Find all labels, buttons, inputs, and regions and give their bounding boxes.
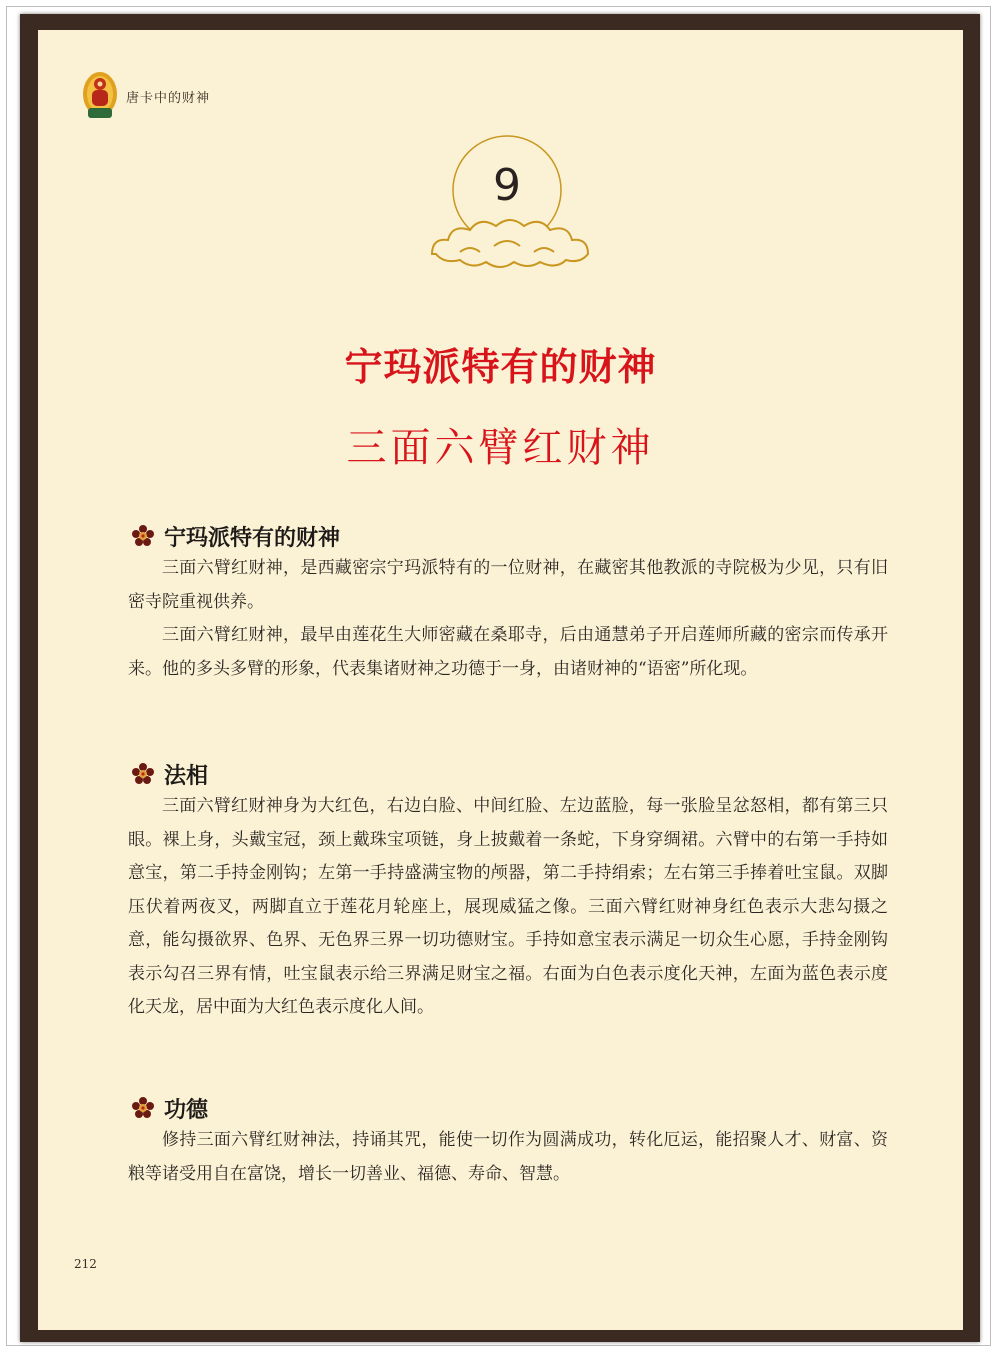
section-heading [128, 758, 888, 790]
chapter-number: 9 [493, 160, 521, 211]
running-header [80, 70, 210, 122]
section-heading [128, 520, 888, 552]
section-merit [128, 1092, 888, 1191]
section-lineage [128, 520, 888, 686]
section-title: 法相 [164, 763, 209, 789]
flower-ornament-icon [128, 759, 158, 789]
page-number: 212 [74, 1257, 97, 1271]
chapter-subtitle: 三面六臂红财神 [346, 425, 655, 471]
flower-ornament-icon [128, 1093, 158, 1123]
section-appearance [128, 758, 888, 1025]
deity-emblem-icon [80, 70, 120, 122]
chapter-emblem [422, 134, 592, 284]
paragraph: 三面六臂红财神身为大红色，右边白脸、中间红脸、左边蓝脸，每一张脸呈忿怒相，都有第三只眼。裸上身，头戴宝冠，颈上戴珠宝项链，身上披戴着一条蛇，下身穿绸裙。六臂中的右第一手持如意宝，第二手持金刚钩；左第一手持盛满宝物的颅器，第二手持绢索；左右第三手捧着吐宝鼠。双脚压伏着两夜叉，两脚直立于莲花月轮座上，展现威猛之像。三面六臂红财神身红色表示大悲勾摄之意，能勾摄欲界、色界、无色界三界一切功德财宝。手持如意宝表示满足一切众生心愿，手持金刚钩表示勾召三界有情，吐宝鼠表示给三界满足财宝之福。右面为白色表示度化天神，左面为蓝色表示度化天龙，居中面为大红色表示度化人间。 [128, 796, 888, 1017]
flower-ornament-icon [128, 521, 158, 551]
book-page [38, 30, 963, 1330]
paragraph: 修持三面六臂红财神法，持诵其咒，能使一切作为圆满成功，转化厄运，能招聚人才、财富、资粮等诸受用自在富饶，增长一切善业、福德、寿命、智慧。 [128, 1130, 888, 1184]
section-title: 宁玛派特有的财神 [164, 525, 341, 551]
paragraph: 三面六臂红财神，最早由莲花生大师密藏在桑耶寺，后由通慧弟子开启莲师所藏的密宗而传承开来。他的多头多臂的形象，代表集诸财神之功德于一身，由诸财神的“语密”所化现。 [128, 625, 888, 679]
paragraph: 三面六臂红财神，是西藏密宗宁玛派特有的一位财神，在藏密其他教派的寺院极为少见，只有旧密寺院重视供养。 [128, 558, 888, 612]
section-title: 功德 [164, 1097, 209, 1123]
section-heading [128, 1092, 888, 1124]
chapter-title: 宁玛派特有的财神 [344, 345, 657, 389]
header-title: 唐卡中的财神 [126, 90, 211, 106]
